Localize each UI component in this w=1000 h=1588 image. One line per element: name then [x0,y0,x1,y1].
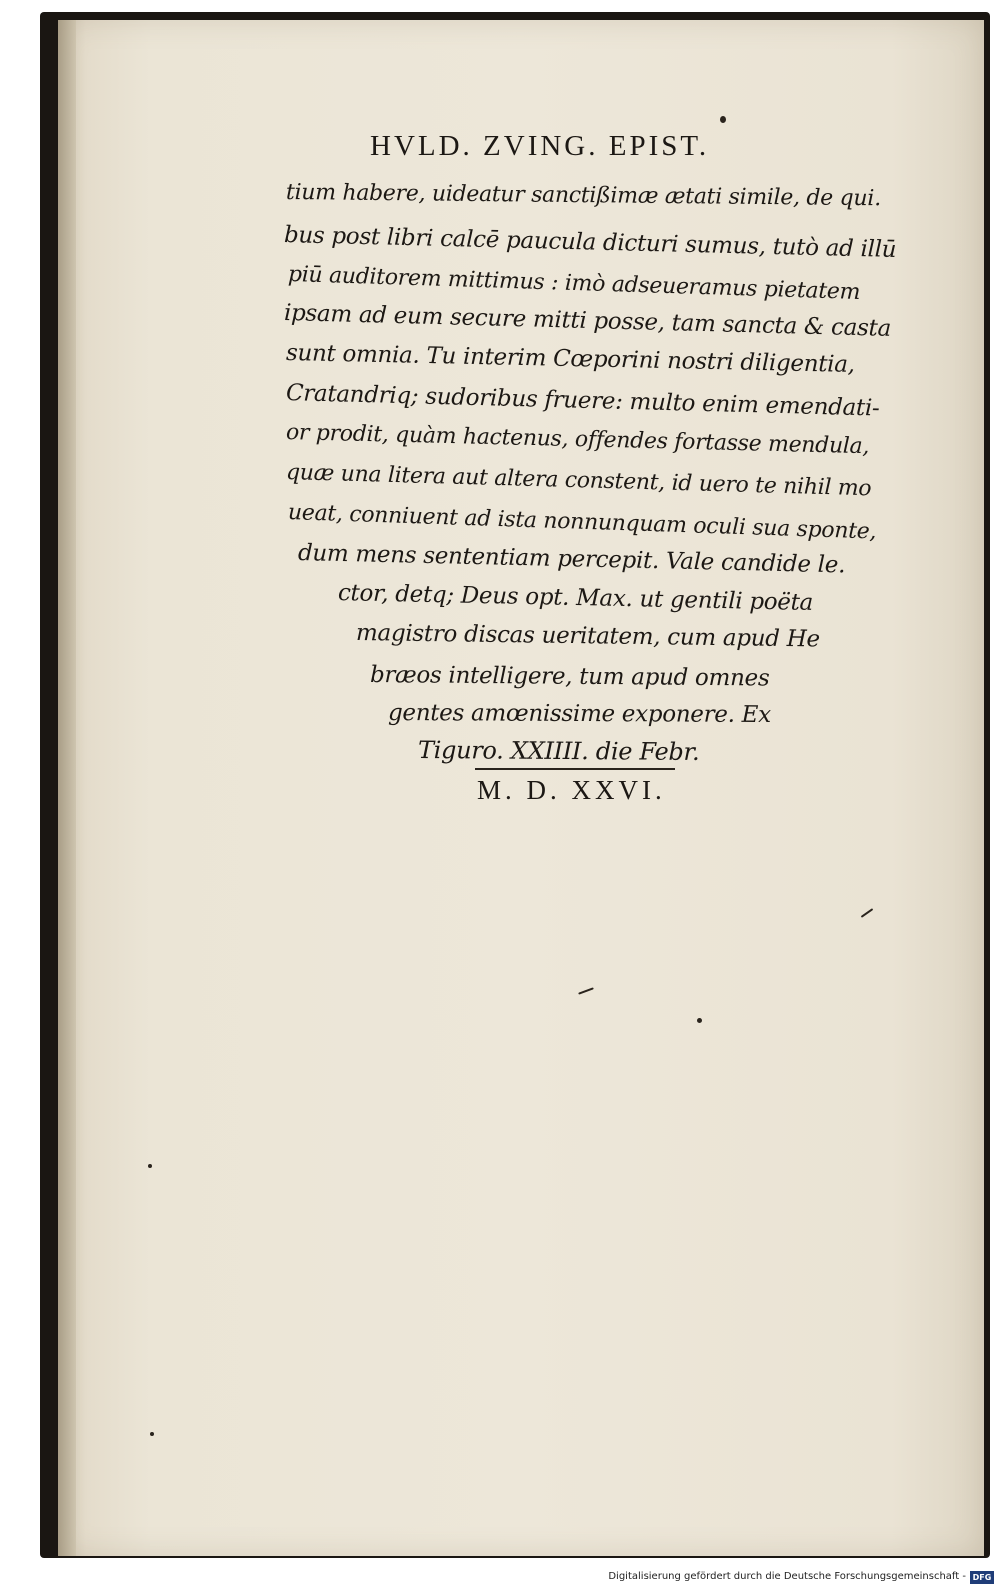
text-line: bus post libri calcē paucula dicturi sumus, tutò ad illū [283,222,897,263]
dfg-logo: DFG [970,1571,994,1584]
closing-rule [475,768,675,770]
digitization-credit: Digitalisierung gefördert durch die Deutsche Forschungsgemeinschaft - [608,1571,966,1582]
text-line: piū auditorem mittimus : imò adseueramus pietatem [287,262,861,305]
text-line: ipsam ad eum secure mitti posse, tam sancta & casta [283,300,892,342]
text-line: ctor, detq; Deus opt. Max. ut gentili poëta [337,580,814,616]
page-gutter [58,20,76,1556]
text-line: sunt omnia. Tu interim Cœporini nostri diligentia, [285,340,855,378]
text-line: or prodit, quàm hactenus, offendes fortasse mendula, [285,420,870,460]
date-line: M. D. XXVI. [477,775,666,805]
text-line: bræos intelligere, tum apud omnes [369,662,770,692]
text-line: ueat, conniuent ad ista nonnunquam oculi sua sponte, [287,500,877,545]
text-line: magistro discas ueritatem, cum apud He [355,620,820,653]
text-line: quæ una litera aut altera constent, id uero te nihil mo [285,460,872,502]
ink-speck [148,1164,152,1168]
text-line: tium habere, uideatur sanctißimæ ætati simile, de qui․ [285,180,882,212]
ink-speck [150,1432,154,1436]
running-head: HVLD. ZVING. EPIST. [370,130,710,162]
ink-speck [697,1018,702,1023]
ink-speck [720,116,726,123]
text-line: gentes amœnissime exponere. Ex [387,700,771,729]
text-line: Cratandriq; sudoribus fruere: multo enim emendati- [285,380,880,422]
text-line: Tiguro. XXIIII. die Febr. [417,736,700,766]
text-line: dum mens sententiam percepit. Vale candide le․ [297,540,846,579]
